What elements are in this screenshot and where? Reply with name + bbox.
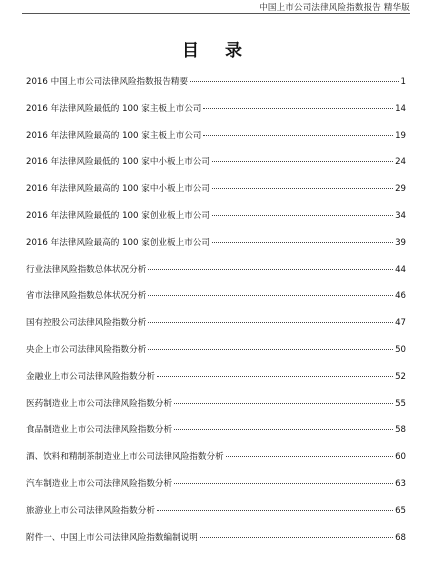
toc-entry[interactable] bbox=[26, 504, 406, 531]
toc-leader-dots bbox=[148, 322, 393, 323]
toc-entry-title: 2016 年法律风险最高的 100 家创业板上市公司 bbox=[26, 237, 210, 248]
toc-entry[interactable] bbox=[26, 209, 406, 236]
toc-entry-title: 2016 中国上市公司法律风险指数报告精要 bbox=[26, 77, 189, 87]
toc-entry[interactable] bbox=[26, 129, 406, 156]
toc-page-number: 52 bbox=[395, 371, 406, 382]
toc-page-number: 14 bbox=[395, 103, 406, 114]
table-of-contents bbox=[26, 75, 406, 557]
toc-entry-title: 旅游业上市公司法律风险指数分析 bbox=[26, 505, 155, 516]
toc-page-number: 29 bbox=[395, 184, 406, 195]
toc-leader-dots bbox=[148, 349, 393, 350]
toc-leader-dots bbox=[157, 510, 393, 511]
toc-leader-dots bbox=[212, 215, 393, 216]
toc-leader-dots bbox=[226, 456, 393, 457]
toc-entry[interactable] bbox=[26, 155, 406, 182]
toc-page-number: 60 bbox=[395, 452, 406, 463]
toc-entry[interactable] bbox=[26, 531, 406, 558]
toc-entry-title: 2016 年法律风险最高的 100 家中小板上市公司 bbox=[26, 184, 210, 195]
toc-leader-dots bbox=[212, 161, 393, 162]
toc-entry-title: 酒、饮料和精制茶制造业上市公司法律风险指数分析 bbox=[26, 452, 224, 463]
toc-entry-title: 省市法律风险指数总体状况分析 bbox=[26, 291, 147, 302]
toc-entry-title: 2016 年法律风险最高的 100 家主板上市公司 bbox=[26, 130, 202, 141]
toc-entry[interactable] bbox=[26, 102, 406, 129]
toc-page-number: 47 bbox=[395, 318, 406, 329]
toc-page-number: 65 bbox=[395, 505, 406, 516]
toc-page-number: 39 bbox=[395, 237, 406, 248]
toc-page-number: 1 bbox=[400, 77, 406, 87]
toc-page-number: 44 bbox=[395, 264, 406, 275]
toc-leader-dots bbox=[174, 429, 393, 430]
toc-page-number: 63 bbox=[395, 478, 406, 489]
toc-leader-dots bbox=[174, 403, 393, 404]
toc-entry[interactable] bbox=[26, 370, 406, 397]
toc-leader-dots bbox=[212, 242, 393, 243]
toc-leader-dots bbox=[148, 295, 393, 296]
toc-leader-dots bbox=[190, 81, 398, 82]
toc-leader-dots bbox=[148, 269, 393, 270]
toc-entry[interactable] bbox=[26, 289, 406, 316]
toc-page-number: 24 bbox=[395, 157, 406, 168]
toc-leader-dots bbox=[203, 108, 393, 109]
toc-leader-dots bbox=[200, 537, 393, 538]
toc-page-number: 46 bbox=[395, 291, 406, 302]
toc-page-number: 34 bbox=[395, 210, 406, 221]
toc-entry-title: 食品制造业上市公司法律风险指数分析 bbox=[26, 425, 173, 436]
toc-entry[interactable] bbox=[26, 236, 406, 263]
toc-entry-title: 2016 年法律风险最低的 100 家中小板上市公司 bbox=[26, 157, 210, 168]
toc-leader-dots bbox=[212, 188, 393, 189]
toc-entry-title: 医药制造业上市公司法律风险指数分析 bbox=[26, 398, 173, 409]
toc-leader-dots bbox=[157, 376, 393, 377]
toc-page-number: 19 bbox=[395, 130, 406, 141]
toc-entry[interactable] bbox=[26, 477, 406, 504]
toc-entry-title: 2016 年法律风险最低的 100 家主板上市公司 bbox=[26, 103, 202, 114]
toc-entry[interactable] bbox=[26, 397, 406, 424]
toc-page-number: 68 bbox=[395, 532, 406, 543]
toc-entry[interactable] bbox=[26, 450, 406, 477]
toc-entry-title: 央企上市公司法律风险指数分析 bbox=[26, 344, 147, 355]
toc-page-number: 55 bbox=[395, 398, 406, 409]
running-header: 中国上市公司法律风险指数报告 精华版 bbox=[259, 3, 410, 13]
toc-entry-title: 国有控股公司法律风险指数分析 bbox=[26, 318, 147, 329]
toc-entry-title: 2016 年法律风险最低的 100 家创业板上市公司 bbox=[26, 210, 210, 221]
toc-leader-dots bbox=[174, 483, 393, 484]
header-rule bbox=[22, 13, 410, 14]
page-title: 目 录 bbox=[182, 41, 252, 61]
toc-entry[interactable] bbox=[26, 343, 406, 370]
toc-page-number: 50 bbox=[395, 344, 406, 355]
toc-entry-title: 附件一、中国上市公司法律风险指数编制说明 bbox=[26, 532, 198, 543]
toc-entry[interactable] bbox=[26, 263, 406, 290]
toc-entry[interactable] bbox=[26, 423, 406, 450]
toc-entry-title: 金融业上市公司法律风险指数分析 bbox=[26, 371, 155, 382]
toc-page-number: 58 bbox=[395, 425, 406, 436]
toc-leader-dots bbox=[203, 135, 393, 136]
toc-entry[interactable] bbox=[26, 316, 406, 343]
toc-entry-title: 汽车制造业上市公司法律风险指数分析 bbox=[26, 478, 173, 489]
toc-entry-title: 行业法律风险指数总体状况分析 bbox=[26, 264, 147, 275]
toc-entry[interactable] bbox=[26, 75, 406, 102]
toc-entry[interactable] bbox=[26, 182, 406, 209]
